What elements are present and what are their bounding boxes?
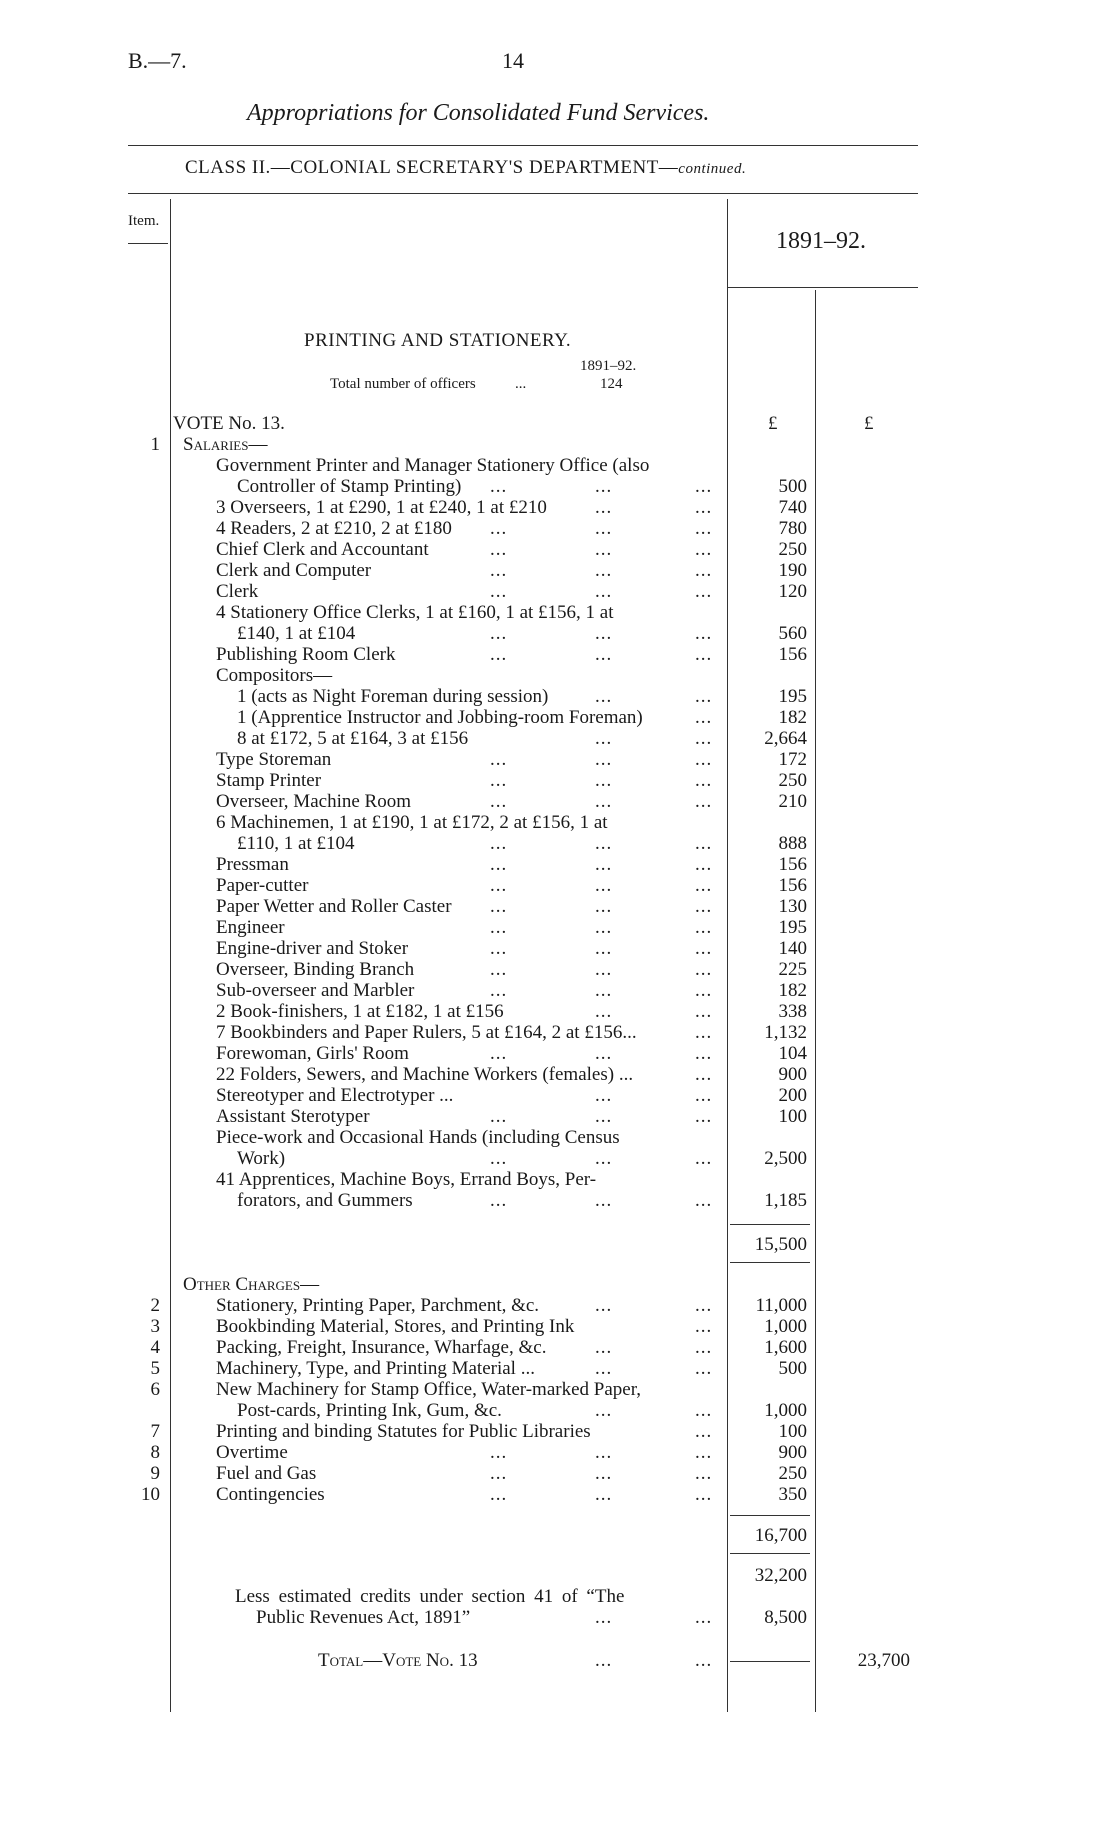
salary-line-text: 41 Apprentices, Machine Boys, Errand Boys, Per-	[216, 1169, 597, 1190]
column-divider	[727, 199, 728, 1712]
leader-dots: ...	[695, 1148, 713, 1169]
class-heading	[185, 157, 746, 179]
leader-dots: ...	[595, 581, 613, 602]
leader-dots: ...	[490, 770, 508, 791]
salary-line-text: Assistant Sterotyper	[216, 1106, 370, 1127]
officers-dots: ...	[515, 376, 527, 392]
leader-dots: ...	[595, 896, 613, 917]
leader-dots: ...	[695, 749, 713, 770]
pound-sign-1: £	[768, 413, 778, 434]
leader-dots: ...	[695, 1316, 713, 1337]
leader-dots: ...	[490, 1148, 508, 1169]
leader-dots: ...	[695, 623, 713, 644]
leader-dots: ...	[490, 1463, 508, 1484]
leader-dots: ...	[490, 917, 508, 938]
leader-dots: ...	[695, 1337, 713, 1358]
leader-dots: ...	[695, 1463, 713, 1484]
salary-line-amount: 740	[778, 497, 807, 518]
leader-dots: ...	[595, 749, 613, 770]
leader-dots: ...	[695, 959, 713, 980]
leader-dots: ...	[595, 497, 613, 518]
salary-line-amount: 120	[778, 581, 807, 602]
leader-dots: ...	[595, 980, 613, 1001]
leader-dots: ...	[490, 560, 508, 581]
leader-dots: ...	[695, 728, 713, 749]
salary-line-text: Sub-overseer and Marbler	[216, 980, 415, 1001]
item-column-header: Item.	[128, 213, 160, 229]
leader-dots: ...	[595, 791, 613, 812]
other-charge-line-amount: 100	[778, 1421, 807, 1442]
salary-line-text: Forewoman, Girls' Room	[216, 1043, 409, 1064]
leader-dots: ...	[595, 1607, 613, 1628]
class-heading-suffix: continued.	[678, 161, 747, 177]
leader-dots: ...	[490, 518, 508, 539]
salary-line-text: Engineer	[216, 917, 285, 938]
column-divider	[170, 199, 171, 1712]
subtotal-rule	[730, 1262, 810, 1263]
leader-dots: ...	[695, 1607, 713, 1628]
leader-dots: ...	[595, 959, 613, 980]
leader-dots: ...	[695, 1421, 713, 1442]
other-charge-line-amount: 900	[778, 1442, 807, 1463]
other-charge-item-number: 10	[141, 1484, 160, 1505]
page-ref: B.—7.	[128, 48, 187, 73]
other-charge-line-text: Stationery, Printing Paper, Parchment, &c.	[216, 1295, 540, 1316]
salary-line-text: Paper-cutter	[216, 875, 309, 896]
other-charge-line-text: Machinery, Type, and Printing Material ...	[216, 1358, 535, 1379]
salary-line-amount: 560	[778, 623, 807, 644]
leader-dots: ...	[490, 875, 508, 896]
vote-total-label: Total—Vote No. 13	[318, 1650, 478, 1671]
leader-dots: ...	[695, 833, 713, 854]
salary-line-text: forators, and Gummers	[237, 1190, 413, 1211]
leader-dots: ...	[695, 896, 713, 917]
leader-dots: ...	[490, 959, 508, 980]
salary-line-amount: 338	[778, 1001, 807, 1022]
leader-dots: ...	[595, 1358, 613, 1379]
salary-line-amount: 104	[778, 1043, 807, 1064]
salary-line-text: Piece-work and Occasional Hands (including Census	[216, 1127, 620, 1148]
leader-dots: ...	[595, 644, 613, 665]
salaries-item-number: 1	[150, 434, 160, 455]
leader-dots: ...	[595, 917, 613, 938]
salary-line-amount: 900	[778, 1064, 807, 1085]
leader-dots: ...	[595, 875, 613, 896]
year-column-header: 1891–92.	[776, 228, 866, 254]
other-charge-line-amount: 350	[778, 1484, 807, 1505]
leader-dots: ...	[595, 1400, 613, 1421]
rule	[128, 145, 918, 146]
salary-line-text: 1 (acts as Night Foreman during session)	[237, 686, 549, 707]
leader-dots: ...	[595, 686, 613, 707]
salary-line-text: 22 Folders, Sewers, and Machine Workers (females) ...	[216, 1064, 634, 1085]
leader-dots: ...	[695, 1650, 713, 1671]
leader-dots: ...	[695, 497, 713, 518]
salary-line-text: Paper Wetter and Roller Caster	[216, 896, 452, 917]
leader-dots: ...	[490, 938, 508, 959]
salary-line-amount: 500	[778, 476, 807, 497]
less-credits-amount: 8,500	[764, 1607, 807, 1628]
salary-line-text: Stamp Printer	[216, 770, 322, 791]
salary-line-text: Chief Clerk and Accountant	[216, 539, 429, 560]
other-charge-line-amount: 1,600	[764, 1337, 807, 1358]
salary-line-text: Stereotyper and Electrotyper ...	[216, 1085, 454, 1106]
subtotal-rule	[730, 1515, 810, 1516]
leader-dots: ...	[490, 854, 508, 875]
leader-dots: ...	[595, 833, 613, 854]
leader-dots: ...	[595, 560, 613, 581]
salary-line-text: Compositors—	[216, 665, 333, 686]
leader-dots: ...	[595, 1190, 613, 1211]
salary-line-amount: 225	[778, 959, 807, 980]
leader-dots: ...	[595, 1085, 613, 1106]
salary-line-amount: 1,132	[764, 1022, 807, 1043]
leader-dots: ...	[695, 476, 713, 497]
salary-line-amount: 250	[778, 539, 807, 560]
leader-dots: ...	[695, 854, 713, 875]
salary-line-text: £110, 1 at £104	[237, 833, 355, 854]
leader-dots: ...	[490, 833, 508, 854]
leader-dots: ...	[595, 1463, 613, 1484]
leader-dots: ...	[595, 623, 613, 644]
salary-line-text: Type Storeman	[216, 749, 332, 770]
officers-count: 124	[600, 376, 623, 392]
vote-heading: VOTE No. 13.	[173, 413, 285, 434]
salary-line-amount: 156	[778, 875, 807, 896]
leader-dots: ...	[490, 1106, 508, 1127]
leader-dots: ...	[490, 749, 508, 770]
other-charge-line-amount: 500	[778, 1358, 807, 1379]
salary-line-amount: 182	[778, 980, 807, 1001]
other-charge-item-number: 9	[150, 1463, 160, 1484]
other-charge-line-text: Contingencies	[216, 1484, 325, 1505]
page-number: 14	[502, 48, 524, 73]
leader-dots: ...	[695, 1001, 713, 1022]
salary-line-amount: 200	[778, 1085, 807, 1106]
leader-dots: ...	[695, 1295, 713, 1316]
salaries-heading: Salaries—	[183, 434, 268, 455]
leader-dots: ...	[595, 728, 613, 749]
other-charge-line-text: Packing, Freight, Insurance, Wharfage, &c.	[216, 1337, 547, 1358]
salary-line-text: Overseer, Machine Room	[216, 791, 411, 812]
salary-line-amount: 888	[778, 833, 807, 854]
officers-year: 1891–92.	[580, 358, 637, 374]
leader-dots: ...	[695, 560, 713, 581]
leader-dots: ...	[595, 1442, 613, 1463]
leader-dots: ...	[595, 539, 613, 560]
salary-line-text: 7 Bookbinders and Paper Rulers, 5 at £164, 2 at £156...	[216, 1022, 637, 1043]
salary-line-amount: 140	[778, 938, 807, 959]
leader-dots: ...	[695, 1043, 713, 1064]
leader-dots: ...	[595, 1337, 613, 1358]
leader-dots: ...	[490, 539, 508, 560]
leader-dots: ...	[490, 1442, 508, 1463]
leader-dots: ...	[490, 1190, 508, 1211]
salaries-total: 15,500	[754, 1234, 807, 1255]
leader-dots: ...	[695, 938, 713, 959]
salary-line-text: Clerk and Computer	[216, 560, 372, 581]
section-title: PRINTING AND STATIONERY.	[304, 330, 572, 351]
other-charge-item-number: 7	[150, 1421, 160, 1442]
salary-line-amount: 1,185	[764, 1190, 807, 1211]
other-charge-item-number: 5	[150, 1358, 160, 1379]
salary-line-text: £140, 1 at £104	[237, 623, 356, 644]
leader-dots: ...	[695, 1442, 713, 1463]
rule	[128, 243, 168, 244]
salary-line-text: Engine-driver and Stoker	[216, 938, 409, 959]
other-charge-line-text: Overtime	[216, 1442, 288, 1463]
salary-line-amount: 156	[778, 644, 807, 665]
leader-dots: ...	[490, 644, 508, 665]
leader-dots: ...	[695, 875, 713, 896]
leader-dots: ...	[490, 980, 508, 1001]
leader-dots: ...	[695, 707, 713, 728]
other-charge-item-number: 6	[150, 1379, 160, 1400]
salary-line-amount: 2,664	[764, 728, 807, 749]
leader-dots: ...	[695, 1190, 713, 1211]
other-charge-line-amount: 11,000	[755, 1295, 807, 1316]
subtotal-rule	[730, 1553, 810, 1554]
leader-dots: ...	[595, 1043, 613, 1064]
salary-line-text: 8 at £172, 5 at £164, 3 at £156	[237, 728, 469, 749]
other-charges-heading: Other Charges—	[183, 1274, 320, 1295]
other-charge-line-text: Post-cards, Printing Ink, Gum, &c.	[237, 1400, 502, 1421]
salary-line-amount: 2,500	[764, 1148, 807, 1169]
leader-dots: ...	[595, 1106, 613, 1127]
salary-line-text: Work)	[237, 1148, 286, 1169]
salary-line-text: 4 Stationery Office Clerks, 1 at £160, 1 at £156, 1 at	[216, 602, 614, 623]
leader-dots: ...	[595, 1148, 613, 1169]
dash-rule	[730, 1661, 810, 1662]
leader-dots: ...	[695, 686, 713, 707]
vote-total-amount: 23,700	[857, 1650, 910, 1671]
salary-line-amount: 195	[778, 917, 807, 938]
leader-dots: ...	[695, 518, 713, 539]
leader-dots: ...	[695, 1484, 713, 1505]
pound-sign-2: £	[864, 413, 874, 434]
salary-line-amount: 100	[778, 1106, 807, 1127]
leader-dots: ...	[695, 770, 713, 791]
less-credits-line1: Less estimated credits under section 41 of “The	[235, 1586, 625, 1607]
leader-dots: ...	[695, 917, 713, 938]
salary-line-text: Pressman	[216, 854, 289, 875]
salary-line-amount: 172	[778, 749, 807, 770]
leader-dots: ...	[595, 770, 613, 791]
gross-total: 32,200	[754, 1565, 807, 1586]
leader-dots: ...	[695, 1085, 713, 1106]
leader-dots: ...	[695, 1022, 713, 1043]
other-charge-line-text: New Machinery for Stamp Office, Water-marked Paper,	[216, 1379, 642, 1400]
leader-dots: ...	[695, 1400, 713, 1421]
salary-line-text: 2 Book-finishers, 1 at £182, 1 at £156	[216, 1001, 504, 1022]
salary-line-text: 1 (Apprentice Instructor and Jobbing-room Foreman)	[237, 707, 643, 728]
other-charge-line-amount: 250	[778, 1463, 807, 1484]
salary-line-amount: 156	[778, 854, 807, 875]
leader-dots: ...	[490, 791, 508, 812]
officers-label: Total number of officers	[330, 376, 476, 392]
salary-line-amount: 182	[778, 707, 807, 728]
salary-line-amount: 780	[778, 518, 807, 539]
subtotal-rule	[730, 1224, 810, 1225]
salary-line-amount: 195	[778, 686, 807, 707]
leader-dots: ...	[595, 1650, 613, 1671]
rule	[727, 287, 918, 288]
leader-dots: ...	[490, 1484, 508, 1505]
leader-dots: ...	[490, 581, 508, 602]
salary-line-text: 3 Overseers, 1 at £290, 1 at £240, 1 at £210	[216, 497, 547, 518]
page-title: Appropriations for Consolidated Fund Services.	[247, 100, 710, 126]
salary-line-amount: 190	[778, 560, 807, 581]
leader-dots: ...	[595, 854, 613, 875]
salary-line-amount: 130	[778, 896, 807, 917]
salary-line-text: Publishing Room Clerk	[216, 644, 396, 665]
salary-line-text: Controller of Stamp Printing)	[237, 476, 462, 497]
leader-dots: ...	[595, 1484, 613, 1505]
other-charge-item-number: 3	[150, 1316, 160, 1337]
salary-line-amount: 210	[778, 791, 807, 812]
salary-line-text: Clerk	[216, 581, 259, 602]
rule	[128, 193, 918, 194]
leader-dots: ...	[490, 623, 508, 644]
other-charge-line-text: Bookbinding Material, Stores, and Printing Ink	[216, 1316, 575, 1337]
salary-line-text: 4 Readers, 2 at £210, 2 at £180	[216, 518, 452, 539]
other-charges-total: 16,700	[754, 1525, 807, 1546]
salary-line-text: 6 Machinemen, 1 at £190, 1 at £172, 2 at £156, 1 at	[216, 812, 608, 833]
leader-dots: ...	[595, 518, 613, 539]
salary-line-text: Overseer, Binding Branch	[216, 959, 415, 980]
leader-dots: ...	[490, 896, 508, 917]
leader-dots: ...	[490, 476, 508, 497]
leader-dots: ...	[695, 791, 713, 812]
leader-dots: ...	[695, 539, 713, 560]
leader-dots: ...	[595, 1001, 613, 1022]
other-charge-line-text: Fuel and Gas	[216, 1463, 317, 1484]
leader-dots: ...	[595, 1295, 613, 1316]
leader-dots: ...	[695, 1064, 713, 1085]
leader-dots: ...	[695, 1106, 713, 1127]
leader-dots: ...	[695, 1358, 713, 1379]
leader-dots: ...	[490, 1043, 508, 1064]
less-credits-line2: Public Revenues Act, 1891”	[256, 1607, 471, 1628]
other-charge-line-text: Printing and binding Statutes for Public Libraries	[216, 1421, 591, 1442]
other-charge-item-number: 4	[150, 1337, 160, 1358]
column-divider	[815, 290, 816, 1712]
other-charge-item-number: 8	[150, 1442, 160, 1463]
leader-dots: ...	[695, 581, 713, 602]
leader-dots: ...	[695, 644, 713, 665]
other-charge-line-amount: 1,000	[764, 1316, 807, 1337]
leader-dots: ...	[695, 980, 713, 1001]
salary-line-amount: 250	[778, 770, 807, 791]
leader-dots: ...	[595, 476, 613, 497]
salary-line-text: Government Printer and Manager Stationery Office (also	[216, 455, 650, 476]
class-heading-text: CLASS II.—COLONIAL SECRETARY'S DEPARTMENT—	[185, 157, 679, 178]
leader-dots: ...	[595, 938, 613, 959]
other-charge-line-amount: 1,000	[764, 1400, 807, 1421]
other-charge-item-number: 2	[150, 1295, 160, 1316]
